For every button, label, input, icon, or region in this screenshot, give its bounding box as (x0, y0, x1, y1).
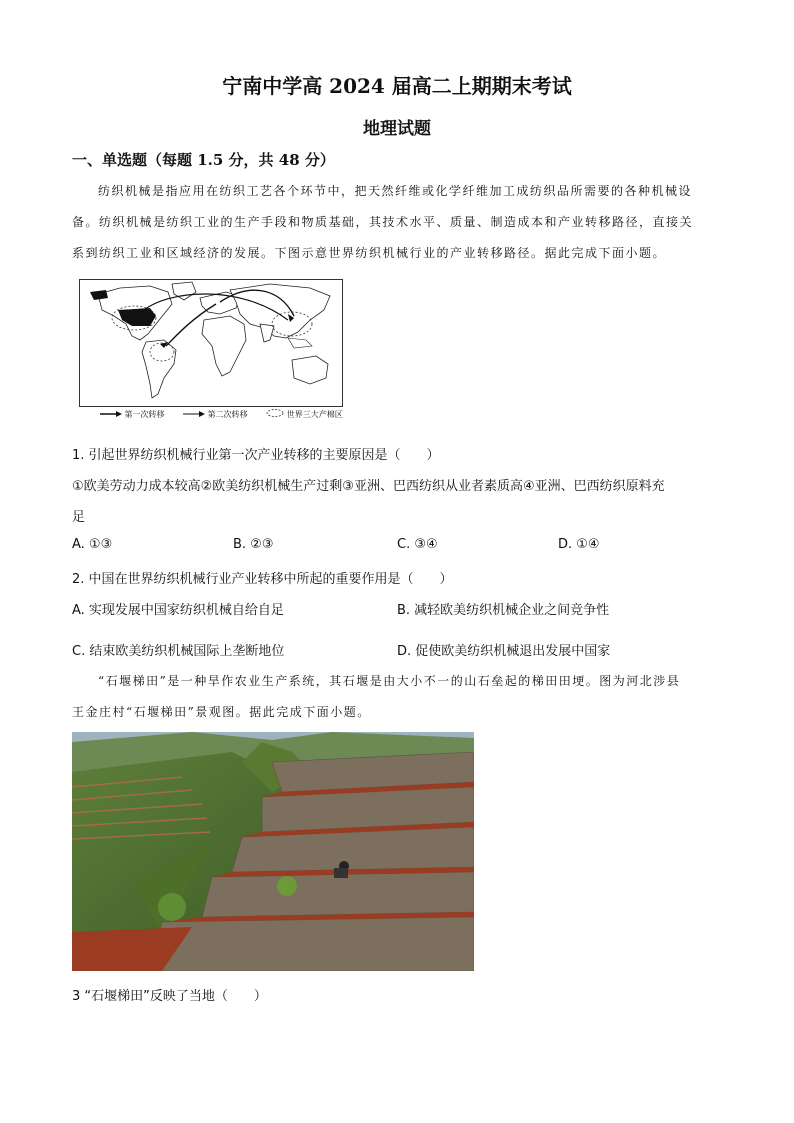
passage-1-line-1: 纺织机械是指应用在纺织工艺各个环节中，把天然纤维或化学纤维加工成纺织品所需要的各种机械设 (98, 184, 693, 198)
q2-option-b[interactable]: B. 减轻欧美纺织机械企业之间竞争性 (397, 603, 610, 618)
q3-stem: 3 “石堰梯田”反映了当地（ ） (72, 989, 267, 1004)
legend-second (183, 409, 256, 420)
q1-items-line-2: 足 (72, 510, 86, 525)
world-map-figure (79, 279, 343, 407)
passage-2 (72, 666, 722, 728)
q1-items-line-1: ①欧美劳动力成本较高②欧美纺织机械生产过剩③亚洲、巴西纺织从业者素质高④亚洲、巴西纺织原料充 (72, 479, 665, 494)
legend-zones-label: 世界三大产棉区 (286, 410, 343, 419)
passage-2-line-2: 王金庄村“石堰梯田”景观图。据此完成下面小题。 (72, 705, 371, 719)
q1-option-b[interactable]: B. ②③ (233, 537, 274, 552)
q2-stem: 2. 中国在世界纺织机械行业产业转移中所起的重要作用是（ ） (72, 572, 453, 587)
page-title: 宁南中学高 2024 届高二上期期末考试 (222, 74, 572, 98)
page-subtitle: 地理试题 (363, 119, 431, 139)
legend-first (100, 409, 173, 420)
legend-second-arrow-icon (183, 411, 205, 417)
passage-1-line-2: 备。纺织机械是纺织工业的生产手段和物质基础，其技术水平、质量、制造成本和产业转移路径，直接关 (72, 215, 694, 229)
q2-option-d[interactable]: D. 促使欧美纺织机械退出发展中国家 (397, 644, 611, 659)
terrace-photo (72, 732, 474, 971)
q2-option-c[interactable]: C. 结束欧美纺织机械国际上垄断地位 (72, 644, 285, 659)
passage-1 (72, 176, 722, 269)
map-legend (100, 409, 359, 420)
passage-2-line-1: “石堰梯田”是一种旱作农业生产系统，其石堰是由大小不一的山石垒起的梯田田埂。图为河北涉县 (98, 674, 681, 688)
section-heading: 一、单选题（每题 1.5 分，共 48 分） (72, 151, 335, 169)
terrace-photo-svg (72, 732, 474, 971)
q1-option-a[interactable]: A. ①③ (72, 537, 113, 552)
q1-stem: 1. 引起世界纺织机械行业第一次产业转移的主要原因是（ ） (72, 448, 440, 463)
q1-option-c[interactable]: C. ③④ (397, 537, 438, 552)
world-map-svg (80, 280, 342, 406)
q1-option-d[interactable]: D. ①④ (558, 537, 600, 552)
q2-option-a[interactable]: A. 实现发展中国家纺织机械自给自足 (72, 603, 284, 618)
legend-first-label: 第一次转移 (124, 410, 165, 419)
legend-zones (266, 409, 351, 420)
legend-first-arrow-icon (100, 411, 122, 417)
legend-zone-circle-icon (266, 409, 284, 417)
passage-1-line-3: 系到纺织工业和区域经济的发展。下图示意世界纺织机械行业的产业转移路径。据此完成下面小题。 (72, 246, 667, 260)
legend-second-label: 第二次转移 (207, 410, 248, 419)
